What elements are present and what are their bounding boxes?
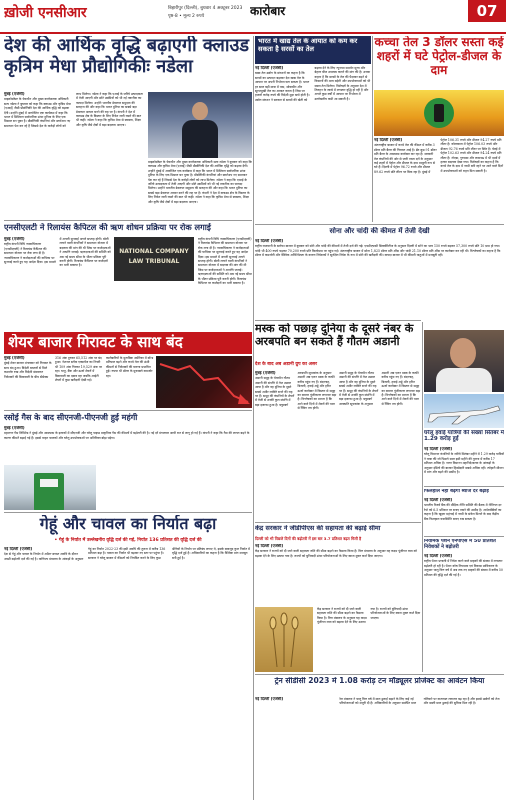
center-headline: केंद्र सरकार ने जीडीपीएस की सहायता की बढ़ाई सीमा <box>255 525 381 532</box>
cng-story <box>4 410 252 510</box>
gold-body-text: राष्ट्रीय राजधानी के सर्राफा बाजार में बुधवार को सोने और चांदी की कीमतों में तेजी दर्ज की गई। एचडीएफसी सिक्योरिटीज के अनुसार दिल्ली में सोने का भाव 150 रुपये बढ़कर 57,300 रुपये प्रति 10 ग्राम हो गया। चांदी भी 400 रुपये चढ़कर 70,200 रुपये प्रति किलोग्राम पर पहुंच गई। अंतरराष्ट्रीय बाजार में सोना 1,825 डॉलर प्रति औंस और चांदी 21.10 डॉलर प्रति औंस पर कारोबार कर रही थी। विश्लेषकों का कहना है कि डॉलर में कमजोरी और वैश्विक अनिश्चितता के कारण निवेशकों ने सुरक्षित निवेश के रूप में सोने की खरीदारी की। वायदा बाजार में भी कीमती धातुओं में मजबूती रही। <box>255 244 501 258</box>
bottom-story <box>255 674 504 800</box>
oil-headline: भारत में खाद्य तेल के आयात को कम कर सकता है सरसों का तेल <box>258 38 358 53</box>
adani-headline: मस्क को पछाड़ दुनिया के दूसरे नंबर के अरबपति बन सकते हैं गौतम अडानी <box>255 323 414 348</box>
market-body-text: मुंबई शेयर बाजार मंगलवार को गिरावट के साथ बंद हुआ। विदेशी बाजारों से मिले कमजोर रुख और विदेशी संस्थागत निवेशकों की बिकवाली के बीच सेंसेक्स 316 अंक टूटकर 65,512 अंक पर बंद हुआ। नेशनल स्टॉक एक्सचेंज का निफ्टी भी 109 अंक गिरकर 19,529 अंक पर रहा। धातु, बैंक और ऊर्जा शेयरों में बिकवाली का दबाव रहा जबकि आईटी शेयरों में कुछ खरीदारी देखी गई। कारोबारियों के मुताबिक अमेरिका में बॉन्ड प्रतिफल बढ़ने और कच्चे तेल की ऊंची कीमतों से निवेशकों की धारणा प्रभावित हुई। रुपया भी डॉलर के मुकाबले कमजोर रहा। <box>4 356 154 383</box>
nclt-headline: एनसीएलटी ने रिलायंस कैपिटल की ऋण शोधन प्रक्रिया पर रोक लगाई <box>4 223 211 232</box>
adani-body-text: अडानी समूह के चेयरमैन गौतम अडानी की संपत्ति में तेज उछाल आया है और वह दुनिया के दूसरे सबसे अमीर व्यक्ति बनने की राह पर हैं। समूह की कंपनियों के शेयरों में तेजी से उनकी कुल संपत्ति में बड़ा इजाफा हुआ है। ब्लूमबर्ग अरबपति सूचकांक के अनुसार अडानी अब एलन मस्क के काफी करीब पहुंच गए हैं। बंदरगाह, बिजली, हवाई अड्डे और हरित ऊर्जा कारोबार में विस्तार से समूह का बाजार पूंजीकरण लगातार बढ़ा है। विश्लेषकों का मानना है कि आने वाले दिनों में शेयरों की चाल से रैंकिंग तय होगी। <box>255 371 337 411</box>
crude-story <box>374 36 504 222</box>
center-body-2 <box>317 607 421 672</box>
adani-body-text-mid: अडानी समूह के चेयरमैन गौतम अडानी की संपत्ति में तेज उछाल आया है और वह दुनिया के दूसरे सबसे अमीर व्यक्ति बनने की राह पर हैं। समूह की कंपनियों के शेयरों में तेजी से उनकी कुल संपत्ति में बड़ा इजाफा हुआ है। ब्लूमबर्ग अरबपति सूचकांक के अनुसार अडानी अब एलन मस्क के काफी करीब पहुंच गए हैं। बंदरगाह, बिजली, हवाई अड्डे और हरित ऊर्जा कारोबार में विस्तार से समूह का बाजार पूंजीकरण लगातार बढ़ा है। विश्लेषकों का मानना है कि आने वाले दिनों में शेयरों की चाल से रैंकिंग तय होगी। <box>339 371 421 406</box>
cng-headline: रसोई गैस के बाद सीएनजी-पीएनजी हुई महंगी <box>4 413 138 422</box>
column-rule <box>372 36 373 222</box>
export-headline: गेहूं और चावल का निर्यात बढ़ा <box>39 515 217 533</box>
adani-subhead: देश के बाद अब अडानी ग्रुप का असर <box>255 362 317 367</box>
masthead <box>0 0 506 34</box>
rate-byline: नई दिल्ली (एजेंसी) <box>424 498 453 502</box>
section-title: कारोबार <box>250 4 286 18</box>
market-body <box>4 356 154 408</box>
air-headline: घरेलू हवाई यात्रियों की संख्या सितंबर में 1.29 करोड़ हुई <box>424 430 504 443</box>
adani-byline: मुंबई (एजेंसी) <box>255 371 276 375</box>
ai-headline: देश की आर्थिक वृद्धि बढ़ाएगी क्लाउड कृत्रिम मेधा प्रौद्योगिकीः नडेला <box>4 36 250 77</box>
rate-body <box>424 498 504 534</box>
export-subhead: • गेहूं के निर्यात में उल्लेखनीय वृद्धि दर्ज की गई, निर्यात 136 प्रतिशत की वृद्धि दर्ज की <box>54 538 202 543</box>
bottom-byline: नई दिल्ली (एजेंसी) <box>255 697 284 701</box>
pension-byline: नई दिल्ली (एजेंसी) <box>424 554 453 558</box>
oil-body <box>255 66 371 222</box>
cng-byline: मुंबई (एजेंसी) <box>4 426 25 430</box>
cng-body <box>4 426 252 462</box>
center-story <box>255 522 421 672</box>
masthead-price: पृष्ठ-8 • मूल्य 2 रुपये <box>168 14 205 19</box>
market-chart-photo <box>156 356 252 408</box>
export-byline: नई दिल्ली (एजेंसी) <box>4 547 33 551</box>
air-story <box>424 394 504 484</box>
ai-body-text: माइक्रोसॉफ्ट के चेयरमैन और मुख्य कार्यपालक अधिकारी सत्य नडेला ने बुधवार को कहा कि क्लाउड और कृत्रिम मेधा (एआई) जैसी प्रौद्योगिकी देश की आर्थिक वृद्धि को बढ़ावा देंगी। उन्होंने मुंबई में आयोजित एक कार्यक्रम में कहा कि भारत में डिजिटल सार्वजनिक ढांचा दुनिया के लिए एक मिसाल बन चुका है। प्रौद्योगिकी कंपनियां और स्टार्टअप नए समाधान पेश कर रहे हैं जिससे देश के करोड़ों लोगों को लाभ मिलेगा। नडेला ने कहा कि एआई के जरिये उत्पादकता में तेजी आएगी और छोटे उद्यमियों को भी नई तकनीक का फायदा मिलेगा। उन्होंने भारतीय डेवलपर समुदाय की सराहना की और कहा कि भारत दुनिया का सबसे बड़ा डेवलपर आधार बनने की राह पर है। कंपनी ने देश में क्लाउड क्षेत्र के विस्तार के लिए निवेश जारी रखने की बात भी कही। नडेला ने कहा कि कृत्रिम मेधा से स्वास्थ्य, शिक्षा और कृषि जैसे क्षेत्रों में बड़ा बदलाव आएगा। <box>4 92 143 128</box>
center-byline: नई दिल्ली (एजेंसी) <box>255 544 284 548</box>
nclt-body-text-right: राष्ट्रीय कंपनी विधि न्यायाधिकरण (एनसीएलटी) ने रिलायंस कैपिटल की समाधान योजना पर रोक लगा दी है। न्यायाधिकरण ने कर्जदाताओं की याचिका पर सुनवाई करते हुए यह आदेश दिया। इस मामले में अगली सुनवाई अगले सप्ताह होगी। बोली लगाने वाली कंपनियों ने समाधान योजना में बदलाव की मांग की थी जिस पर कर्जदाताओं ने आपत्ति जताई। ऋणदाताओं की समिति को अब नई समय सीमा के भीतर प्रक्रिया पूरी करनी होगी। रिलायंस कैपिटल पर कर्जदारों का भारी बकाया है। <box>198 237 252 286</box>
rate-story <box>424 486 504 534</box>
person-silhouette <box>182 102 218 158</box>
cng-body-text: महानगर गैस लिमिटेड ने मुंबई और आसपास के इलाकों में सीएनजी और घरेलू पाइप्ड प्राकृतिक गैस की कीमतों में बढ़ोतरी की है। नई दरें मंगलवार आधी रात से लागू हो गई हैं। कंपनी ने कहा कि गैस की लागत बढ़ने के कारण कीमतें बढ़ाई गई हैं। इससे वाहन चालकों और घरेलू उपभोक्ताओं पर अतिरिक्त बोझ पड़ेगा। <box>4 431 250 440</box>
ai-story <box>4 36 252 218</box>
bottom-body <box>255 697 504 800</box>
rate-headline: फिलहाल नहीं बढ़ेगा ब्याज दर बढ़ाई <box>424 489 489 494</box>
adani-body <box>255 371 337 520</box>
export-body-text: देश से गेहूं और चावल के निर्यात में अप्रैल-अगस्त अवधि के दौरान अच्छी बढ़ोतरी दर्ज की गई है। वाणिज्य मंत्रालय के आंकड़ों के अनुसार गेहूं का निर्यात 2022-23 की इसी अवधि की तुलना में करीब 136 प्रतिशत बढ़ा है। चावल का निर्यात भी बढ़कर नए स्तर पर पहुंचा है। सरकार ने घरेलू बाजार में कीमतों को नियंत्रित करने के लिए कुछ श्रेणियों के निर्यात पर प्रतिबंध लगाए थे, इसके बावजूद कुल निर्यात में वृद्धि दर्ज हुई है। अधिकारियों का कहना है कि वैश्विक मांग मजबूत बनी हुई है। <box>4 547 250 561</box>
airplane-photo <box>424 394 504 428</box>
air-byline: नई दिल्ली (एजेंसी) <box>424 447 453 451</box>
nclt-photo <box>114 237 194 281</box>
market-headline: शेयर बाजार गिरावट के साथ बंद <box>8 334 183 351</box>
pension-story <box>424 536 504 590</box>
oil-byline: नई दिल्ली (एजेंसी) <box>255 66 284 70</box>
export-story <box>4 512 252 800</box>
pension-headline: नियामक पेंशन एनपीएस में 50 प्रतिशत निवेशकों ने बढ़ोतरी <box>424 539 496 550</box>
gold-story <box>255 224 504 318</box>
nclt-body <box>4 237 112 330</box>
air-body-text: घरेलू विमानन कंपनियों के जरिये सितंबर महीने में 1.29 करोड़ यात्रियों ने यात्रा की जो पिछले साल इसी महीने की तुलना में करीब 17 प्रतिशत अधिक है। नागर विमानन महानिदेशालय के आंकड़ों के अनुसार इंडिगो की बाजार हिस्सेदारी सबसे अधिक रही। त्योहारी सीजन में मांग और बढ़ने की उम्मीद है। <box>424 452 504 475</box>
market-down-arrow-icon <box>156 356 252 408</box>
bottom-headline: ट्रेन सीडीसी 2023 में 1.08 करोड़ टन मॉड्यूलर प्रोजेक्ट का आवंटन किया <box>274 677 485 685</box>
pension-body-text: राष्ट्रीय पेंशन प्रणाली में निवेश करने वाले ग्राहकों की संख्या में लगातार बढ़ोतरी हो रही है। पेंशन कोष नियामक एवं विकास प्राधिकरण के अनुसार चालू वित्त वर्ष में अब तक नए ग्राहकों की संख्या में करीब 50 प्रतिशत की वृद्धि दर्ज की गई है। <box>424 559 503 577</box>
gold-headline: सोना और चांदी की कीमत में तेजी देखी <box>329 227 430 235</box>
nclt-body-right <box>198 237 252 330</box>
oil-story <box>255 36 371 222</box>
ai-body-right <box>148 160 252 218</box>
wheat-icon <box>255 607 313 672</box>
ai-body-text-right: माइक्रोसॉफ्ट के चेयरमैन और मुख्य कार्यपालक अधिकारी सत्य नडेला ने बुधवार को कहा कि क्लाउड और कृत्रिम मेधा (एआई) जैसी प्रौद्योगिकी देश की आर्थिक वृद्धि को बढ़ावा देंगी। उन्होंने मुंबई में आयोजित एक कार्यक्रम में कहा कि भारत में डिजिटल सार्वजनिक ढांचा दुनिया के लिए एक मिसाल बन चुका है। प्रौद्योगिकी कंपनियां और स्टार्टअप नए समाधान पेश कर रहे हैं जिससे देश के करोड़ों लोगों को लाभ मिलेगा। नडेला ने कहा कि एआई के जरिये उत्पादकता में तेजी आएगी और छोटे उद्यमियों को भी नई तकनीक का फायदा मिलेगा। उन्होंने भारतीय डेवलपर समुदाय की सराहना की और कहा कि भारत दुनिया का सबसे बड़ा डेवलपर आधार बनने की राह पर है। कंपनी ने देश में क्लाउड क्षेत्र के विस्तार के लिए निवेश जारी रखने की बात भी कही। नडेला ने कहा कि कृत्रिम मेधा से स्वास्थ्य, शिक्षा और कृषि जैसे क्षेत्रों में बड़ा बदलाव आएगा। <box>148 160 252 204</box>
adani-body-mid <box>339 371 421 520</box>
ai-body <box>4 92 144 218</box>
crude-byline: नई दिल्ली (एजेंसी) <box>374 138 403 142</box>
fuel-pump-photo <box>374 90 504 136</box>
adani-story <box>255 320 421 520</box>
airplane-icon <box>424 394 504 428</box>
center-body <box>255 544 421 604</box>
page-number: 07 <box>468 0 506 22</box>
column-rule <box>253 36 254 800</box>
gold-body <box>255 239 504 318</box>
crude-headline: कच्चा तेल 3 डॉलर सस्ता कई शहरों में घटे पेट्रोल-डीजल के दाम <box>374 36 504 77</box>
rate-body-text: भारतीय रिजर्व बैंक की मौद्रिक नीति समिति की बैठक में नीतिगत दर रेपो को 6.5 प्रतिशत पर बनाए रखने की उम्मीद है। अर्थशास्त्रियों का कहना है कि खुदरा महंगाई में नरमी के संकेत मिलने के बाद केंद्रीय बैंक फिलहाल यथास्थिति बनाए रख सकता है। <box>424 503 502 521</box>
export-body <box>4 547 252 800</box>
nclt-story <box>4 220 252 330</box>
wheat-photo <box>255 607 313 672</box>
pension-body <box>424 554 504 590</box>
center-body-text: केंद्र सरकार ने राज्यों को दी जाने वाली सहायता राशि की सीमा बढ़ाने का फैसला किया है। वित्त मंत्रालय के अनुसार यह कदम पूंजीगत व्यय को बढ़ावा देने के लिए उठाया गया है। राज्यों को बुनियादी ढांचा परियोजनाओं के लिए ब्याज मुक्त कर्ज दिया जाएगा। <box>255 549 417 558</box>
masthead-dateline: बिहारीपुर (दिल्ली), बुधवार 4 अक्टूबर 2023 <box>168 6 243 11</box>
crude-body <box>374 138 504 222</box>
column-rule <box>422 322 423 672</box>
masthead-logo: ख़ोजी एनसीआर <box>4 5 87 21</box>
bottom-body-text: रेल मंत्रालय ने चालू वित्त वर्ष में माल ढुलाई बढ़ाने के लिए कई नई परियोजनाओं को मंजूरी दी है। अधिकारियों के अनुसार समर्पित माल गलियारे पर यातायात लगातार बढ़ रहा है और इससे उद्योगों को तेज और सस्ती माल ढुलाई की सुविधा मिल रही है। <box>339 697 500 706</box>
cng-station-photo <box>4 465 96 510</box>
gold-byline: नई दिल्ली (एजेंसी) <box>255 239 284 243</box>
crude-body-text: अंतरराष्ट्रीय बाजार में कच्चे तेल की कीमत में करीब 3 डॉलर प्रति बैरल की गिरावट आई है। ब्रेंट क्रूड 91 डॉलर प्रति बैरल के आसपास कारोबार कर रहा है। सरकारी तेल कंपनियों की ओर से जारी ताजा दरों के अनुसार कई शहरों में पेट्रोल और डीजल के दाम मामूली रूप से घटे हैं। दिल्ली में पेट्रोल 96.72 रुपये और डीजल 89.62 रुपये प्रति लीटर पर बिक रहा है। मुंबई में पेट्रोल 106.31 रुपये और डीजल 94.27 रुपये प्रति लीटर है। कोलकाता में पेट्रोल 106.03 रुपये और डीजल 92.76 रुपये प्रति लीटर पर स्थिर है। चेन्नई में पेट्रोल 102.63 रुपये और डीजल 94.24 रुपये प्रति लीटर है। नोएडा, गुरुग्राम और लखनऊ में भी दामों में हल्का बदलाव देखा गया। विशेषज्ञों का कहना है कि कच्चे तेल के दाम में नरमी बनी रहने पर आने वाले दिनों में उपभोक्ताओं को राहत मिल सकती है। <box>374 138 504 174</box>
center-subhead: दिल्ली को भी पिछले दिनों की बढ़ोतरी में इस बार 3.7 प्रतिशत बढ़त मिली है <box>255 536 362 541</box>
air-body <box>424 447 504 484</box>
market-headline-bar <box>4 332 252 354</box>
adani-photo <box>424 330 504 392</box>
oil-body-text: खाद्य तेल उद्योग के संगठनों का कहना है कि सरसों का उत्पादन बढ़ाकर देश खाद्य तेल के आयात पर अपनी निर्भरता घटा सकता है। भारत हर साल बड़ी मात्रा में पाम, सोयाबीन और सूरजमुखी तेल का आयात करता है जिस पर हजारों करोड़ रुपये की विदेशी मुद्रा खर्च होती है। उद्योग संगठन ने सरकार से सरसों की खेती को बढ़ावा देने के लिए न्यूनतम समर्थन मूल्य और बेहतर बीज उपलब्ध कराने की मांग की है। उनका कहना है कि सरसों के तेल की पैदावार बढ़ने से किसानों की आय बढ़ेगी और उपभोक्ताओं को भी सस्ता तेल मिलेगा। विशेषज्ञों के अनुसार देश में तिलहन के रकबे में लगातार वृद्धि हो रही है और अगले कुछ वर्षों में आयात पर निर्भरता में उल्लेखनीय कमी आ सकती है। <box>255 66 371 102</box>
person-face <box>450 338 476 368</box>
ai-photo-nadella <box>148 92 252 158</box>
center-body-text-2: केंद्र सरकार ने राज्यों को दी जाने वाली सहायता राशि की सीमा बढ़ाने का फैसला किया है। वित्त मंत्रालय के अनुसार यह कदम पूंजीगत व्यय को बढ़ावा देने के लिए उठाया गया है। राज्यों को बुनियादी ढांचा परियोजनाओं के लिए ब्याज मुक्त कर्ज दिया जाएगा। <box>317 607 421 625</box>
nclt-sign: NATIONAL COMPANY LAW TRIBUNAL <box>119 248 189 265</box>
market-story <box>4 332 252 408</box>
market-byline: मुंबई (एजेंसी) <box>4 356 25 360</box>
oil-headline-bar <box>255 36 371 64</box>
nclt-body-text: राष्ट्रीय कंपनी विधि न्यायाधिकरण (एनसीएलटी) ने रिलायंस कैपिटल की समाधान योजना पर रोक लगा दी है। न्यायाधिकरण ने कर्जदाताओं की याचिका पर सुनवाई करते हुए यह आदेश दिया। इस मामले में अगली सुनवाई अगले सप्ताह होगी। बोली लगाने वाली कंपनियों ने समाधान योजना में बदलाव की मांग की थी जिस पर कर्जदाताओं ने आपत्ति जताई। ऋणदाताओं की समिति को अब नई समय सीमा के भीतर प्रक्रिया पूरी करनी होगी। रिलायंस कैपिटल पर कर्जदारों का भारी बकाया है। <box>4 237 111 268</box>
ai-byline: मुंबई (एजेंसी) <box>4 92 25 96</box>
nclt-byline: मुंबई (एजेंसी) <box>4 237 25 241</box>
